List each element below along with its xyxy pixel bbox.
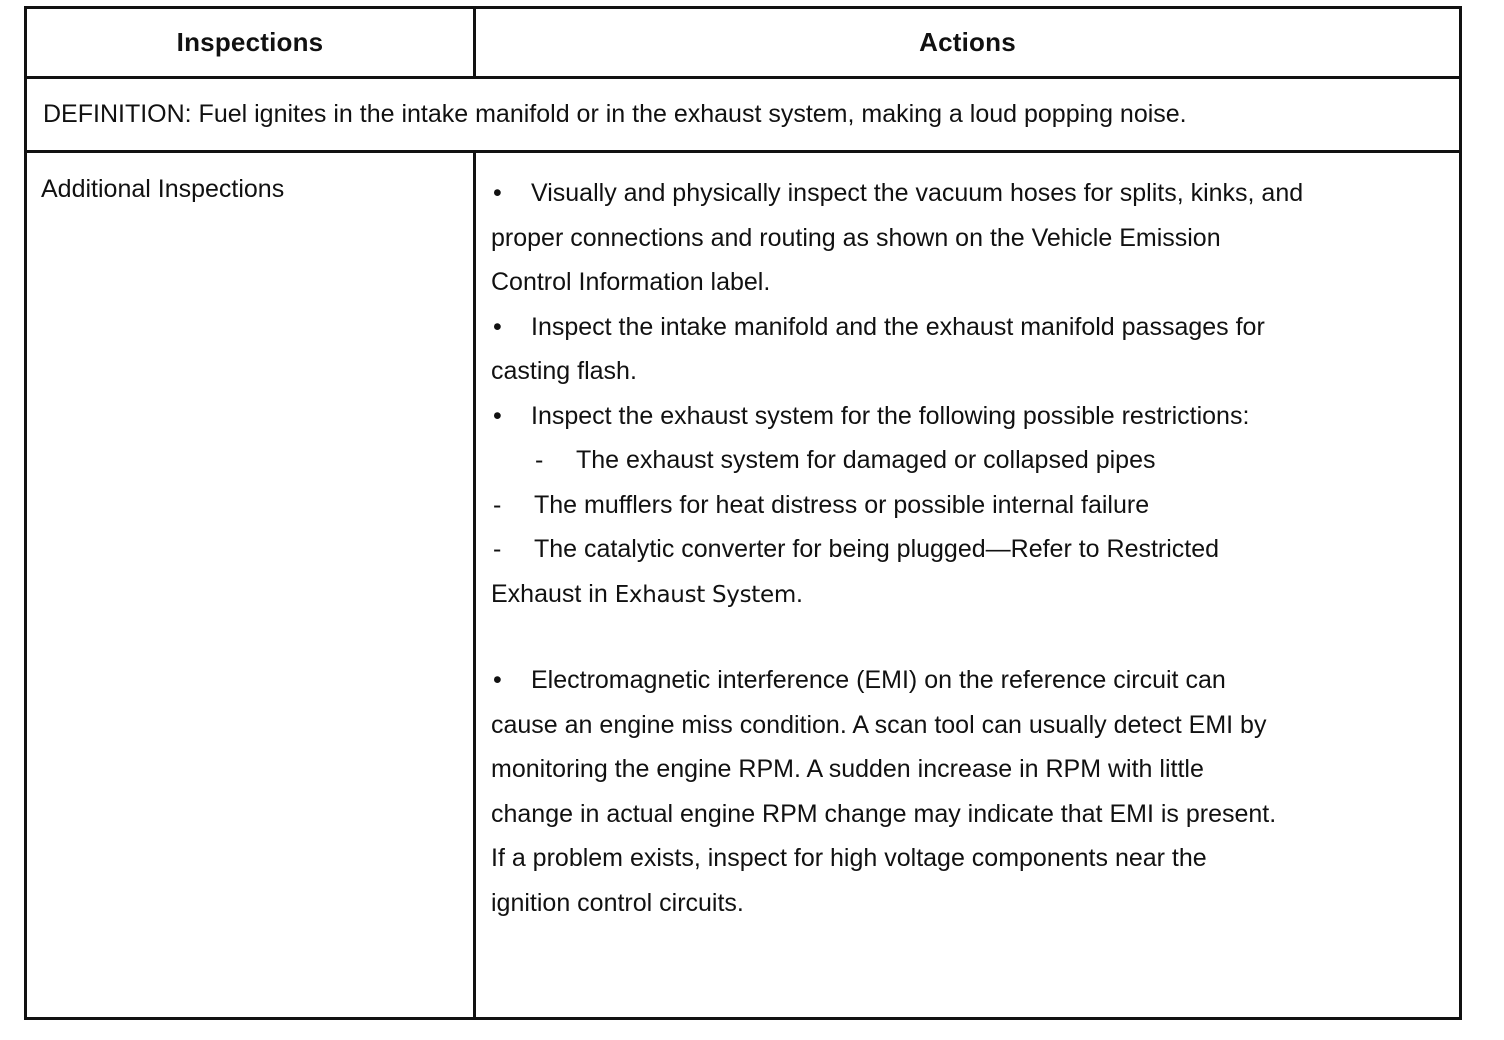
dash-icon: - [535, 446, 544, 474]
action-exhaust-sub-3-end: . [795, 579, 803, 608]
action-manifold-line-1 [491, 305, 1396, 350]
bullet-icon: • [493, 312, 502, 341]
actions-cell [476, 153, 1459, 1017]
action-emi-line-1 [491, 658, 1396, 703]
action-exhaust-sub-2-text: The mufflers for heat distress or possible internal failure [534, 490, 1150, 519]
inspections-column-header: Inspections [27, 9, 476, 76]
actions-column-header: Actions [919, 27, 1016, 57]
inspection-cell [27, 153, 476, 1017]
action-emi-line-4: change in actual engine RPM change may indicate that EMI is present. [491, 799, 1277, 828]
inspection-label: Additional Inspections [41, 175, 285, 203]
diagnostic-table [24, 6, 1462, 1020]
bullet-icon: • [493, 179, 502, 207]
action-exhaust-sub-3-prefix: Exhaust in [491, 579, 615, 608]
table-row [27, 153, 1459, 1017]
action-emi-line-2: cause an engine miss condition. A scan tool can usually detect EMI by [491, 710, 1267, 739]
definition-row [27, 79, 1459, 153]
action-emi-line-6: ignition control circuits. [491, 888, 744, 917]
action-exhaust-sub-2 [491, 483, 1396, 528]
action-emi-line-3: monitoring the engine RPM. A sudden increase in RPM with little [491, 755, 1204, 783]
exhaust-system-reference-link[interactable]: Exhaust System [614, 581, 796, 608]
action-emi-text-1: Electromagnetic interference (EMI) on the reference circuit can [531, 666, 1226, 694]
bullet-icon: • [493, 666, 502, 694]
dash-icon: - [493, 490, 502, 519]
dash-icon: - [493, 535, 502, 563]
definition-text: DEFINITION: Fuel ignites in the intake manifold or in the exhaust system, making a loud popping noise. [43, 100, 1187, 128]
action-emi-line-5: If a problem exists, inspect for high voltage components near the [491, 844, 1207, 872]
action-vacuum-line-1 [491, 171, 1396, 216]
bullet-icon: • [493, 401, 502, 430]
action-exhaust-sub-3-line-2 [491, 572, 1396, 617]
action-exhaust-text-1: Inspect the exhaust system for the following possible restrictions: [531, 401, 1250, 430]
action-vacuum-line-2: proper connections and routing as shown on the Vehicle Emission [491, 223, 1221, 252]
action-manifold-text-1: Inspect the intake manifold and the exhaust manifold passages for [531, 312, 1265, 341]
paragraph-spacer [491, 616, 1396, 658]
action-exhaust-sub-3 [491, 527, 1396, 572]
action-exhaust-line-1 [491, 394, 1396, 439]
actions-list [491, 171, 1396, 925]
action-manifold-line-2: casting flash. [491, 357, 637, 385]
action-exhaust-sub-1-text: The exhaust system for damaged or collapsed pipes [576, 446, 1156, 474]
action-exhaust-sub-3-text: The catalytic converter for being plugged—Refer to Restricted [534, 535, 1220, 563]
action-vacuum-line-3: Control Information label. [491, 268, 771, 296]
action-vacuum-text-1: Visually and physically inspect the vacuum hoses for splits, kinks, and [531, 179, 1304, 207]
action-exhaust-sub-1 [491, 438, 1396, 483]
table-header-row [27, 9, 1459, 79]
